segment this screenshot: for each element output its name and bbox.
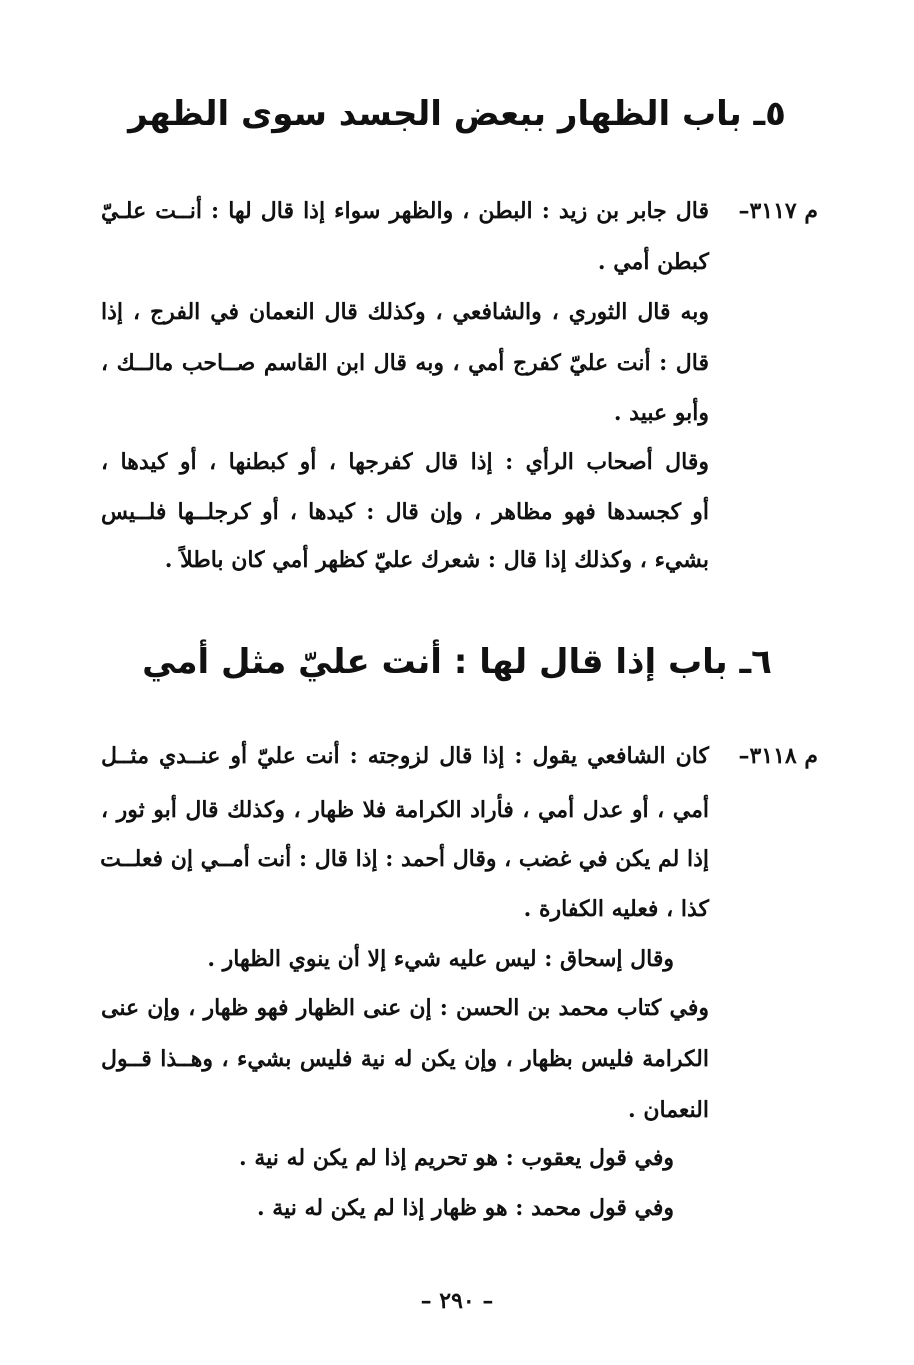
section-heading: ٦ـ باب إذا قال لها : أنت عليّ مثل أمي	[142, 642, 772, 682]
text-line: كبطن أمي .	[597, 249, 709, 275]
text-line: النعمان .	[628, 1097, 709, 1123]
text-line: بشيء ، وكذلك إذا قال : شعرك عليّ كظهر أمي كان باطلاً .	[164, 547, 709, 573]
text-line: وقال أصحاب الرأي : إذا قال كفرجها ، أو كبطنها ، أو كيدها ،	[101, 449, 709, 475]
text-line: قال جابر بن زيد : البطن ، والظهر سواء إذا قال لها : أنــت علـيّ	[101, 198, 709, 224]
entry-number: م ٣١١٧–	[738, 198, 818, 224]
text-line: أو كجسدها فهو مظاهر ، وإن قال : كيدها ، أو كرجلــها فلــيس	[101, 499, 709, 525]
entry-number: م ٣١١٨–	[738, 743, 818, 769]
page-number: – ٢٩٠ –	[420, 1288, 494, 1314]
text-line: أمي ، أو عدل أمي ، فأراد الكرامة فلا ظهار ، وكذلك قال أبو ثور ،	[101, 797, 709, 823]
text-line: وفي قول محمد : هو ظهار إذا لم يكن له نية .	[256, 1195, 674, 1221]
text-line: إذا لم يكن في غضب ، وقال أحمد : إذا قال : أنت أمــي إن فعلــت	[100, 846, 709, 872]
text-line: وبه قال الثوري ، والشافعي ، وكذلك قال النعمان في الفرج ، إذا	[101, 299, 709, 325]
text-line: وفي كتاب محمد بن الحسن : إن عنى الظهار فهو ظهار ، وإن عنى	[101, 995, 709, 1021]
text-line: كان الشافعي يقول : إذا قال لزوجته : أنت عليّ أو عنــدي مثــل	[101, 743, 709, 769]
text-line: كذا ، فعليه الكفارة .	[523, 896, 709, 922]
text-line: الكرامة فليس بظهار ، وإن يكن له نية فليس بشيء ، وهــذا قــول	[101, 1046, 709, 1072]
text-line: وقال إسحاق : ليس عليه شيء إلا أن ينوي الظهار .	[207, 946, 674, 972]
text-line: وأبو عبيد .	[613, 400, 709, 426]
text-line: قال : أنت عليّ كفرج أمي ، وبه قال ابن القاسم صــاحب مالــك ،	[101, 350, 709, 376]
text-line: وفي قول يعقوب : هو تحريم إذا لم يكن له نية .	[239, 1145, 674, 1171]
section-heading: ٥ـ باب الظهار ببعض الجسد سوى الظهر	[128, 94, 786, 134]
